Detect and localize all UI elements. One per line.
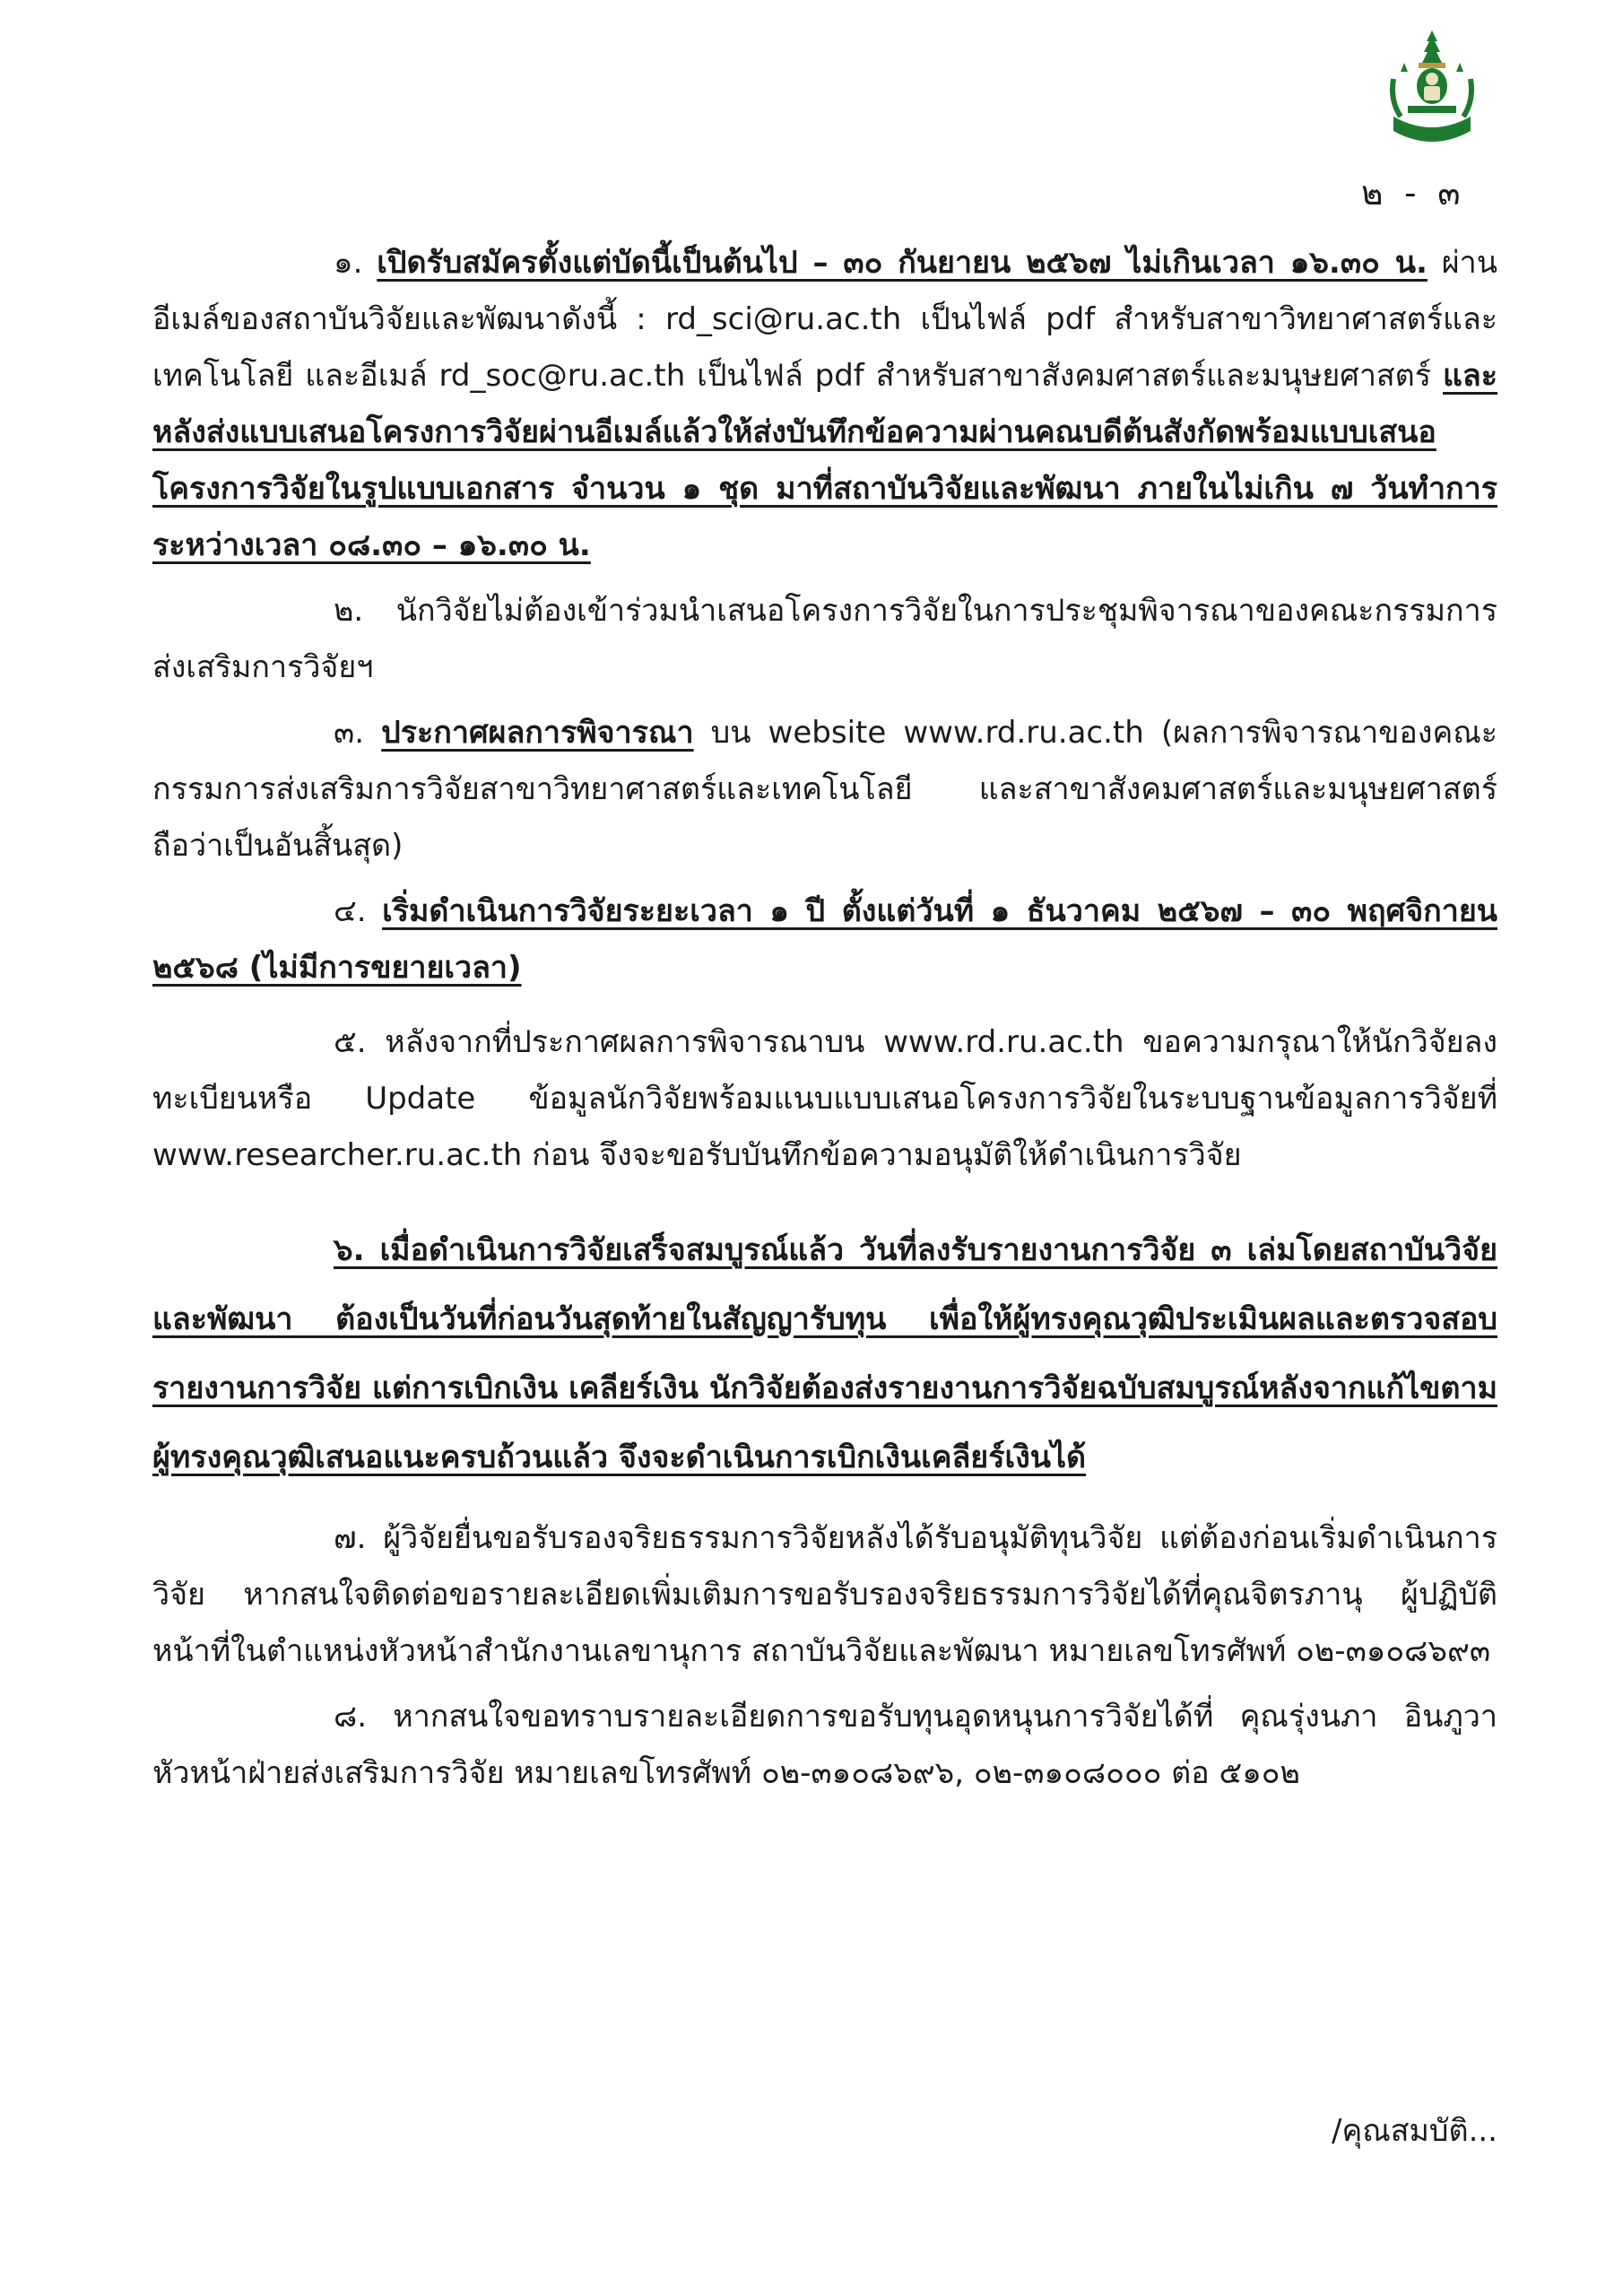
paragraph-3: ๓. ประกาศผลการพิจารณา บน website www.rd.ru.ac.th (ผลการพิจารณาของคณะกรรมการส่งเสริมการวิจัยสาขาวิทยาศาสตร์และเทคโนโลยี และสาขาสังคมศาสตร์และมนุษยศาสตร์ถือว่าเป็นอันสิ้นสุด) [152,715,1497,864]
application-deadline: เปิดรับสมัครตั้งแต่บัดนี้เป็นต้นไป – ๓๐ กันยายน ๒๕๖๗ ไม่เกินเวลา ๑๖.๓๐ น. [377,245,1428,281]
report-submission-rules: ๖. เมื่อดำเนินการวิจัยเสร็จสมบูรณ์แล้ว วันที่ลงรับรายงานการวิจัย ๓ เล่มโดยสถาบันวิจัยและพัฒนา ต้องเป็นวันที่ก่อนวันสุดท้ายในสัญญารับทุน เพื่อให้ผู้ทรงคุณวุฒิประเมินผลและตรวจสอบรายงานการวิจัย แต่การเบิกเงิน เคลียร์เงิน นักวิจัยต้องส่งรายงานการวิจัยฉบับสมบูรณ์หลังจากแก้ไขตามผู้ทรงคุณวุฒิเสนอแนะครบถ้วนแล้ว จึงจะดำเนินการเบิกเงินเคลียร์เงินได้ [152,1232,1497,1475]
paragraph-2: ๒. นักวิจัยไม่ต้องเข้าร่วมนำเสนอโครงการวิจัยในการประชุมพิจารณาของคณะกรรมการส่งเสริมการวิจัยฯ [152,593,1497,685]
university-logo [1381,27,1484,161]
paragraph-5: ๕. หลังจากที่ประกาศผลการพิจารณาบน www.rd.ru.ac.th ขอความกรุณาให้นักวิจัยลงทะเบียนหรือ Update ข้อมูลนักวิจัยพร้อมแนบแบบเสนอโครงการวิจัยในระบบฐานข้อมูลการวิจัยที่ www.researcher.ru.ac.th ก่อน จึงจะขอรับบันทึกข้อความอนุมัติให้ดำเนินการวิจัย [152,1024,1497,1173]
paragraph-1: ๑. เปิดรับสมัครตั้งแต่บัดนี้เป็นต้นไป – ๓๐ กันยายน ๒๕๖๗ ไม่เกินเวลา ๑๖.๓๐ น. ผ่านอีเมล์ของสถาบันวิจัยและพัฒนาดังนี้ : rd_sci@ru.ac.th เป็นไฟล์ pdf สำหรับสาขาวิทยาศาสตร์และเทคโนโลยี และอีเมล์ rd_soc@ru.ac.th เป็นไฟล์ pdf สำหรับสาขาสังคมศาสตร์และมนุษยศาสตร์ และหลังส่งแบบเสนอโครงการวิจัยผ่านอีเมล์แล้วให้ส่งบันทึกข้อความผ่านคณบดีต้นสังกัดพร้อมแบบเสนอโครงการวิจัยในรูปแบบเอกสาร จำนวน ๑ ชุด มาที่สถาบันวิจัยและพัฒนา ภายในไม่เกิน ๗ วันทำการ ระหว่างเวลา ๐๘.๓๐ – ๑๖.๓๐ น. [152,245,1497,563]
paragraph-4: ๔. เริ่มดำเนินการวิจัยระยะเวลา ๑ ปี ตั้งแต่วันที่ ๑ ธันวาคม ๒๕๖๗ – ๓๐ พฤศจิกายน ๒๕๖๘ (ไม่มีการขยายเวลา) [152,893,1497,986]
paragraph-6 [152,1216,1497,1492]
paragraph-8: ๘. หากสนใจขอทราบรายละเอียดการขอรับทุนอุดหนุนการวิจัยได้ที่ คุณรุ่งนภา อินภูวา หัวหน้าฝ่ายส่งเสริมการวิจัย หมายเลขโทรศัพท์ ๐๒-๓๑๐๘๖๙๖, ๐๒-๓๑๐๘๐๐๐ ต่อ ๕๑๐๒ [152,1699,1497,1791]
ramkhamhaeng-emblem-icon [1381,27,1484,161]
paragraph-7: ๗. ผู้วิจัยยื่นขอรับรองจริยธรรมการวิจัยหลังได้รับอนุมัติทุนวิจัย แต่ต้องก่อนเริ่มดำเนินการวิจัย หากสนใจติดต่อขอรายละเอียดเพิ่มเติมการขอรับรองจริยธรรมการวิจัยได้ที่คุณจิตรภานุ ผู้ปฏิบัติหน้าที่ในตำแหน่งหัวหน้าสำนักงานเลขานุการ สถาบันวิจัยและพัฒนา หมายเลขโทรศัพท์ ๐๒-๓๑๐๘๖๙๓ [152,1520,1497,1669]
page-number: ๒ - ๓ [1361,174,1466,213]
announcement-heading: ประกาศผลการพิจารณา [381,715,694,751]
continuation-note: /คุณสมบัติ... [1332,2113,1497,2149]
document-body [152,235,1497,1802]
research-period: เริ่มดำเนินการวิจัยระยะเวลา ๑ ปี ตั้งแต่วันที่ ๑ ธันวาคม ๒๕๖๗ – ๓๐ พฤศจิกายน ๒๕๖๘ (ไม่มีการขยายเวลา) [152,893,1497,986]
submission-instructions: และหลังส่งแบบเสนอโครงการวิจัยผ่านอีเมล์แล้วให้ส่งบันทึกข้อความผ่านคณบดีต้นสังกัดพร้อมแบบเสนอโครงการวิจัยในรูปแบบเอกสาร จำนวน ๑ ชุด มาที่สถาบันวิจัยและพัฒนา ภายในไม่เกิน ๗ วันทำการ ระหว่างเวลา ๐๘.๓๐ – ๑๖.๓๐ น. [152,358,1497,563]
